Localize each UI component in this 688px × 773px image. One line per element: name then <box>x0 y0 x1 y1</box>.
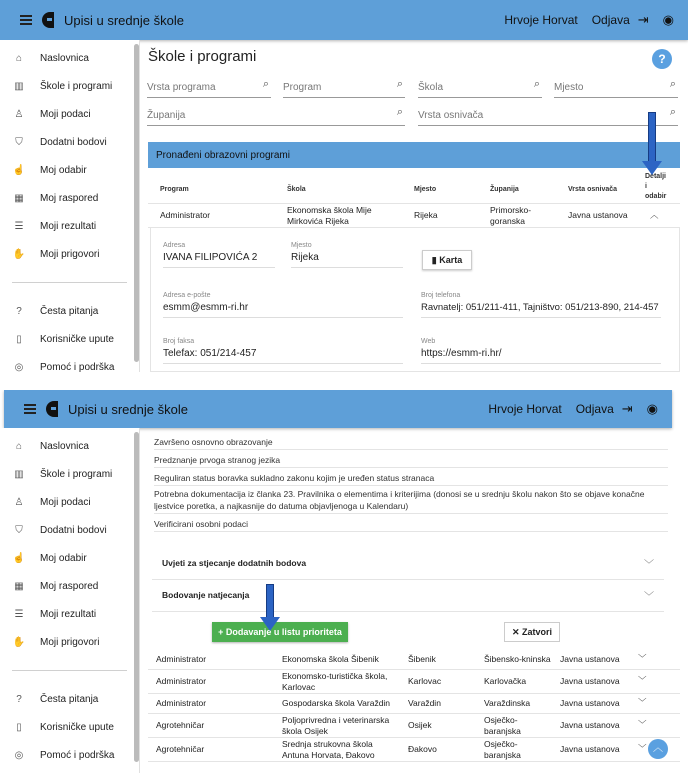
sidebar-scrollbar[interactable] <box>134 44 139 362</box>
cell-mjesto: Rijeka <box>414 210 438 220</box>
user-name[interactable]: Hrvoje Horvat <box>488 402 562 416</box>
building-icon: ▥ <box>14 80 24 92</box>
sidebar-item-label: Naslovnica <box>40 52 89 64</box>
sidebar-item-faq[interactable] <box>0 297 139 325</box>
filter-skola[interactable] <box>418 78 542 98</box>
cell-mjesto: Šibenik <box>408 654 436 664</box>
main-content <box>140 40 688 372</box>
search-icon: ⌕ <box>669 106 676 118</box>
pointer-icon: ☝ <box>12 552 26 564</box>
scroll-top-button[interactable] <box>648 739 668 759</box>
table-header <box>148 168 680 204</box>
sidebar-item-rezultati[interactable] <box>0 600 139 628</box>
sidebar-item-bodovi[interactable] <box>0 516 139 544</box>
sidebar-nav <box>0 428 139 656</box>
filter-placeholder: Škola <box>418 82 444 93</box>
shield-icon: ⛉ <box>15 136 23 148</box>
help-button[interactable]: ? <box>652 49 672 69</box>
question-icon: ? <box>16 305 22 317</box>
col-program: Program <box>160 186 189 193</box>
support-icon: ◎ <box>14 749 24 761</box>
details-panel <box>150 228 680 372</box>
shield-icon: ⛉ <box>15 524 23 536</box>
col-detalji: Detalji i odabir <box>645 173 667 200</box>
logout-icon[interactable]: ⇥ <box>621 401 633 416</box>
col-osnivac: Vrsta osnivača <box>568 186 618 193</box>
close-button[interactable]: ✕ Zatvori <box>504 622 560 642</box>
chevron-down-icon[interactable]: ﹀ <box>638 719 647 729</box>
filter-placeholder: Mjesto <box>554 82 584 93</box>
cell-osnivac: Javna ustanova <box>560 676 620 686</box>
sidebar-item-pomoc[interactable] <box>0 353 139 372</box>
chevron-down-icon[interactable]: ﹀ <box>638 697 647 707</box>
eye-icon[interactable]: ◉ <box>662 12 674 27</box>
eye-icon[interactable]: ◉ <box>646 401 658 416</box>
col-zupanija: Županija <box>490 186 519 193</box>
search-icon: ⌕ <box>396 106 403 118</box>
requirement-item: Verificirani osobni podaci <box>154 514 668 532</box>
sidebar-item-podaci[interactable] <box>0 100 139 128</box>
cell-program: Administrator <box>156 698 207 708</box>
annotation-arrow <box>648 112 656 162</box>
cell-program: Administrator <box>160 210 211 220</box>
accordion-title: Uvjeti za stjecanje dodatnih bodova <box>162 558 307 568</box>
sidebar <box>0 428 140 773</box>
label-telefon: Broj telefona <box>421 292 461 299</box>
filter-zupanija[interactable] <box>147 106 405 126</box>
question-icon: ? <box>16 693 22 705</box>
sidebar-item-label: Moji podaci <box>40 496 91 508</box>
cell-zupanija: Osječko-baranjska <box>484 739 521 760</box>
accordion-title: Bodovanje natjecanja <box>162 590 250 600</box>
cell-mjesto: Karlovac <box>408 676 442 686</box>
cell-osnivac: Javna ustanova <box>560 654 620 664</box>
sidebar-item-bodovi[interactable] <box>0 128 139 156</box>
filter-mjesto[interactable] <box>554 78 678 98</box>
value-web: https://esmm-ri.hr/ <box>421 348 661 364</box>
chevron-down-icon[interactable]: ﹀ <box>638 743 647 753</box>
home-icon: ⌂ <box>15 52 23 64</box>
menu-icon[interactable] <box>24 404 36 414</box>
value-email: esmm@esmm-ri.hr <box>163 302 403 318</box>
cell-osnivac: Javna ustanova <box>560 720 620 730</box>
sidebar-item-label: Škole i programi <box>40 468 113 480</box>
building-icon: ▥ <box>14 468 24 480</box>
app-logo <box>42 12 54 28</box>
annotation-arrow <box>266 584 274 618</box>
sidebar-item-label: Moj odabir <box>40 164 87 176</box>
cell-program: Agrotehničar <box>156 744 205 754</box>
book-icon: ▯ <box>16 333 22 345</box>
label-mjesto: Mjesto <box>291 242 312 249</box>
person-icon: ♙ <box>14 496 24 508</box>
map-button-label: Karta <box>439 255 463 265</box>
sidebar-item-skole[interactable] <box>0 72 139 100</box>
filter-vrsta-osnivaca[interactable] <box>418 106 678 126</box>
app-bar <box>0 0 688 40</box>
value-telefon: Ravnatelj: 051/211-411, Tajništvo: 051/213-890, 214-457 <box>421 302 661 318</box>
sidebar-item-label: Česta pitanja <box>40 693 99 705</box>
sidebar-item-naslovnica[interactable] <box>0 44 139 72</box>
cell-mjesto: Đakovo <box>408 744 437 754</box>
sidebar-item-label: Moji podaci <box>40 108 91 120</box>
sidebar-item-raspored[interactable] <box>0 572 139 600</box>
requirement-item: Završeno osnovno obrazovanje <box>154 432 668 450</box>
accordion-bodovanje[interactable] <box>152 580 664 612</box>
results-table <box>148 650 680 770</box>
filter-placeholder: Vrsta osnivača <box>418 110 484 121</box>
sidebar-item-label: Moji prigovori <box>40 636 100 648</box>
sidebar-item-odabir[interactable] <box>0 544 139 572</box>
logout-link[interactable]: Odjava <box>575 402 614 416</box>
label-email: Adresa e-pošte <box>163 292 211 299</box>
chevron-up-icon[interactable]: ︿ <box>650 210 659 220</box>
user-name[interactable]: Hrvoje Horvat <box>504 13 578 27</box>
sidebar-item-label: Moj odabir <box>40 552 87 564</box>
hand-icon: ✋ <box>12 248 26 260</box>
logout-icon[interactable]: ⇥ <box>637 12 649 27</box>
sidebar <box>0 40 140 372</box>
sidebar-item-rezultati[interactable] <box>0 212 139 240</box>
sidebar-item-skole[interactable] <box>0 460 139 488</box>
sidebar-nav <box>0 40 139 268</box>
cell-mjesto: Varaždin <box>408 698 441 708</box>
cell-osnivac: Javna ustanova <box>568 210 628 220</box>
sidebar-item-label: Moj raspored <box>40 580 99 592</box>
chevron-down-icon: ﹀ <box>644 560 654 571</box>
sidebar-item-label: Moj raspored <box>40 192 99 204</box>
sidebar-item-prigovori[interactable] <box>0 628 139 656</box>
chevron-up-icon: ︿ <box>653 743 663 754</box>
value-adresa: IVANA FILIPOVIĆA 2 <box>163 252 275 268</box>
label-adresa: Adresa <box>163 242 186 249</box>
sidebar-item-label: Škole i programi <box>40 80 113 92</box>
value-mjesto: Rijeka <box>291 252 403 268</box>
cell-program: Administrator <box>156 676 207 686</box>
sidebar-item-label: Pomoć i podrška <box>40 361 115 372</box>
logout-link[interactable]: Odjava <box>591 13 630 27</box>
cell-mjesto: Osijek <box>408 720 432 730</box>
sidebar-item-naslovnica[interactable] <box>0 432 139 460</box>
sidebar-item-label: Dodatni bodovi <box>40 524 107 536</box>
filter-placeholder: Županija <box>147 110 186 121</box>
support-icon: ◎ <box>14 361 24 372</box>
cell-skola: Ekonomsko-turistička škola, Karlovac <box>282 671 388 692</box>
cell-skola: Poljoprivredna i veterinarska škola Osijek <box>282 715 390 736</box>
app-logo <box>46 401 58 417</box>
sidebar-divider <box>12 282 127 283</box>
sidebar-nav-bottom <box>0 293 139 372</box>
table-row[interactable] <box>148 650 680 670</box>
sidebar-item-label: Moji rezultati <box>40 608 97 620</box>
cell-zupanija: Primorsko-goranska <box>490 205 532 226</box>
sidebar-nav-bottom <box>0 681 139 769</box>
sidebar-item-pomoc[interactable] <box>0 741 139 769</box>
cell-zupanija: Varaždinska <box>484 698 531 708</box>
add-to-priority-button[interactable]: + Dodavanje u listu prioriteta <box>212 622 348 642</box>
cell-skola: Gospodarska škola Varaždin <box>282 698 391 708</box>
chevron-down-icon[interactable]: ﹀ <box>638 675 647 685</box>
sidebar-divider <box>12 670 127 671</box>
sidebar-item-label: Dodatni bodovi <box>40 136 107 148</box>
search-icon: ⌕ <box>262 78 269 90</box>
col-mjesto: Mjesto <box>414 186 437 193</box>
pointer-icon: ☝ <box>12 164 26 176</box>
cell-skola: Ekonomska škola Mije Mirkovića Rijeka <box>287 205 372 226</box>
table-row[interactable] <box>148 738 680 762</box>
map-button[interactable] <box>422 250 472 270</box>
search-icon: ⌕ <box>533 78 540 90</box>
search-icon: ⌕ <box>396 78 403 90</box>
filter-program[interactable] <box>283 78 405 98</box>
chevron-down-icon: ﹀ <box>644 592 654 603</box>
sidebar-item-odabir[interactable] <box>0 156 139 184</box>
calendar-icon: ▦ <box>14 580 24 592</box>
app-bar <box>4 390 672 428</box>
cell-program: Administrator <box>156 654 207 664</box>
menu-icon[interactable] <box>20 15 32 25</box>
page-title: Škole i programi <box>148 48 257 65</box>
map-icon: ▮ <box>431 255 437 265</box>
chevron-down-icon[interactable]: ﹀ <box>638 653 647 663</box>
cell-zupanija: Osječko-baranjska <box>484 715 521 736</box>
sidebar-item-label: Naslovnica <box>40 440 89 452</box>
main-content <box>140 428 688 773</box>
cell-osnivac: Javna ustanova <box>560 698 620 708</box>
table-row[interactable] <box>148 670 680 694</box>
cell-osnivac: Javna ustanova <box>560 744 620 754</box>
requirement-item: Predznanje prvoga stranog jezika <box>154 450 668 468</box>
search-icon: ⌕ <box>669 78 676 90</box>
sidebar-item-label: Pomoć i podrška <box>40 749 115 761</box>
sidebar-item-faq[interactable] <box>0 685 139 713</box>
screenshot-bottom <box>0 390 688 773</box>
filter-placeholder: Vrsta programa <box>147 82 216 93</box>
sidebar-item-label: Moji prigovori <box>40 248 100 260</box>
sidebar-item-prigovori[interactable] <box>0 240 139 268</box>
cell-zupanija: Karlovačka <box>484 676 527 686</box>
sidebar-item-upute[interactable] <box>0 325 139 353</box>
list-icon: ☰ <box>14 608 24 620</box>
table-row[interactable] <box>148 204 680 228</box>
col-skola: Škola <box>287 186 306 193</box>
cell-zupanija: Šibensko-kninska <box>484 654 551 664</box>
list-icon: ☰ <box>14 220 24 232</box>
cell-program: Agrotehničar <box>156 720 205 730</box>
cell-skola: Ekonomska škola Šibenik <box>282 654 379 664</box>
sidebar-scrollbar[interactable] <box>134 432 139 762</box>
requirement-item: Potrebna dokumentacija iz članka 23. Pravilnika o elementima i kriterijima (donosi se u srednju školu nakon što se objave konačne ljestvice poretka, a najkasnije do datuma objavljenoga u Kalendaru) <box>154 486 668 514</box>
app-title: Upisi u srednje škole <box>68 401 188 417</box>
label-fax: Broj faksa <box>163 338 195 345</box>
results-panel-header: Pronađeni obrazovni programi <box>148 142 680 168</box>
home-icon: ⌂ <box>15 440 23 452</box>
table-row[interactable] <box>148 694 680 714</box>
person-icon: ♙ <box>14 108 24 120</box>
label-web: Web <box>421 338 436 345</box>
sidebar-item-podaci[interactable] <box>0 488 139 516</box>
sidebar-item-label: Korisničke upute <box>40 721 114 733</box>
filter-vrsta-programa[interactable] <box>147 78 271 98</box>
sidebar-item-upute[interactable] <box>0 713 139 741</box>
hand-icon: ✋ <box>12 636 26 648</box>
accordion-uvjeti[interactable] <box>152 548 664 580</box>
filter-placeholder: Program <box>283 82 322 93</box>
requirement-item: Reguliran status boravka sukladno zakonu kojim je uređen status stranaca <box>154 468 668 486</box>
sidebar-item-label: Korisničke upute <box>40 333 114 345</box>
screenshot-top <box>0 0 688 372</box>
value-fax: Telefax: 051/214-457 <box>163 348 403 364</box>
table-row[interactable] <box>148 714 680 738</box>
sidebar-item-raspored[interactable] <box>0 184 139 212</box>
sidebar-item-label: Česta pitanja <box>40 305 99 317</box>
sidebar-item-label: Moji rezultati <box>40 220 97 232</box>
cell-skola: Srednja strukovna škola Antuna Horvata, Đakovo <box>282 739 375 760</box>
calendar-icon: ▦ <box>14 192 24 204</box>
book-icon: ▯ <box>16 721 22 733</box>
app-title: Upisi u srednje škole <box>64 12 184 28</box>
